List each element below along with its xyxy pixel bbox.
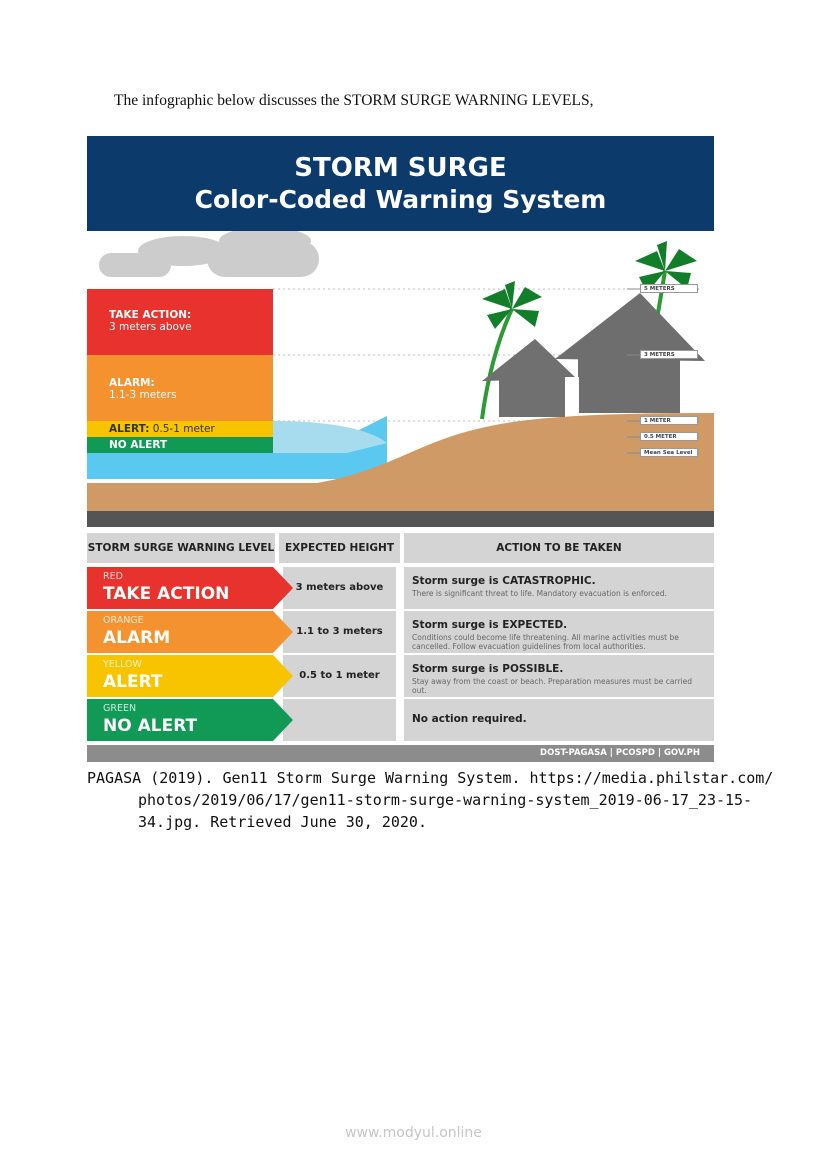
title-line1: STORM SURGE [294,153,507,183]
action-cell [404,655,714,697]
level-alert [87,421,273,437]
warning-arrow-yellow [87,655,295,697]
level-alarm [87,355,273,421]
ground-base [87,511,714,527]
marker-0-5-meter: 0.5 METER [640,432,698,441]
citation [87,767,774,833]
cloud-icon [99,231,319,277]
action-title: Storm surge is POSSIBLE. [412,663,564,675]
level-alert-detail: 0.5-1 meter [152,423,215,435]
storm-surge-infographic [87,136,714,762]
citation-line2: photos/2019/06/17/gen11-storm-surge-warning-system_2019-06-17_23-15- [138,791,753,809]
marker-5-meters: 5 METERS [640,284,698,293]
title-line2: Color-Coded Warning System [194,185,607,214]
action-cell [404,567,714,609]
level-color-name: ORANGE [103,615,144,626]
table-row [87,567,714,609]
level-alarm-detail: 1.1-3 meters [109,389,177,401]
header-action: ACTION TO BE TAKEN [404,533,714,563]
intro-text: The infographic below discusses the STORM SURGE WARNING LEVELS, [114,92,594,109]
level-name: TAKE ACTION [103,584,230,604]
action-detail: Conditions could become life threatening. All marine activities must be cancelled. Follow evacuation guidelines from local authorities. [412,633,679,651]
action-cell [404,611,714,653]
table-row [87,699,714,741]
level-take-action [87,289,273,355]
level-take-action-title: TAKE ACTION: [109,309,192,321]
level-no-alert-title: NO ALERT [109,439,168,451]
expected-height-cell [283,699,396,741]
action-detail: Stay away from the coast or beach. Preparation measures must be carried out. [412,677,692,695]
citation-line3: 34.jpg. Retrieved June 30, 2020. [138,813,427,831]
action-title: Storm surge is CATASTROPHIC. [412,575,596,587]
marker-mean-sea-level: Mean Sea Level [640,448,698,457]
watermark: www.modyul.online [345,1125,482,1141]
action-title: Storm surge is EXPECTED. [412,619,568,631]
level-name: ALARM [103,628,171,648]
marker-1-meter: 1 METER [640,416,698,425]
expected-height-cell: 3 meters above [283,567,396,609]
warning-arrow-green [87,699,295,741]
header-expected-height: EXPECTED HEIGHT [279,533,400,563]
level-color-name: GREEN [103,703,137,714]
level-color-name: RED [103,571,123,582]
action-title: No action required. [412,713,527,725]
warning-arrow-red [87,567,295,609]
level-name: ALERT [103,672,163,692]
storm-surge-scene [87,231,714,527]
table-row [87,655,714,697]
expected-height-cell: 1.1 to 3 meters [283,611,396,653]
level-name: NO ALERT [103,716,198,736]
level-alarm-title: ALARM: [109,377,155,389]
citation-line1: PAGASA (2019). Gen11 Storm Surge Warning System. https://media.philstar.com/ [87,769,774,787]
level-no-alert [87,437,273,453]
warning-arrow-orange [87,611,295,653]
table-row [87,611,714,653]
infographic-source: DOST-PAGASA | PCOSPD | GOV.PH [87,745,714,762]
level-alert-title: ALERT: [109,423,150,435]
header-warning-level: STORM SURGE WARNING LEVEL [87,533,275,563]
expected-height-cell: 0.5 to 1 meter [283,655,396,697]
title-banner [87,136,714,231]
marker-3-meters: 3 METERS [640,350,698,359]
action-detail: There is significant threat to life. Mandatory evacuation is enforced. [412,589,667,598]
level-color-name: YELLOW [103,659,142,670]
level-take-action-detail: 3 meters above [109,321,192,333]
action-cell [404,699,714,741]
